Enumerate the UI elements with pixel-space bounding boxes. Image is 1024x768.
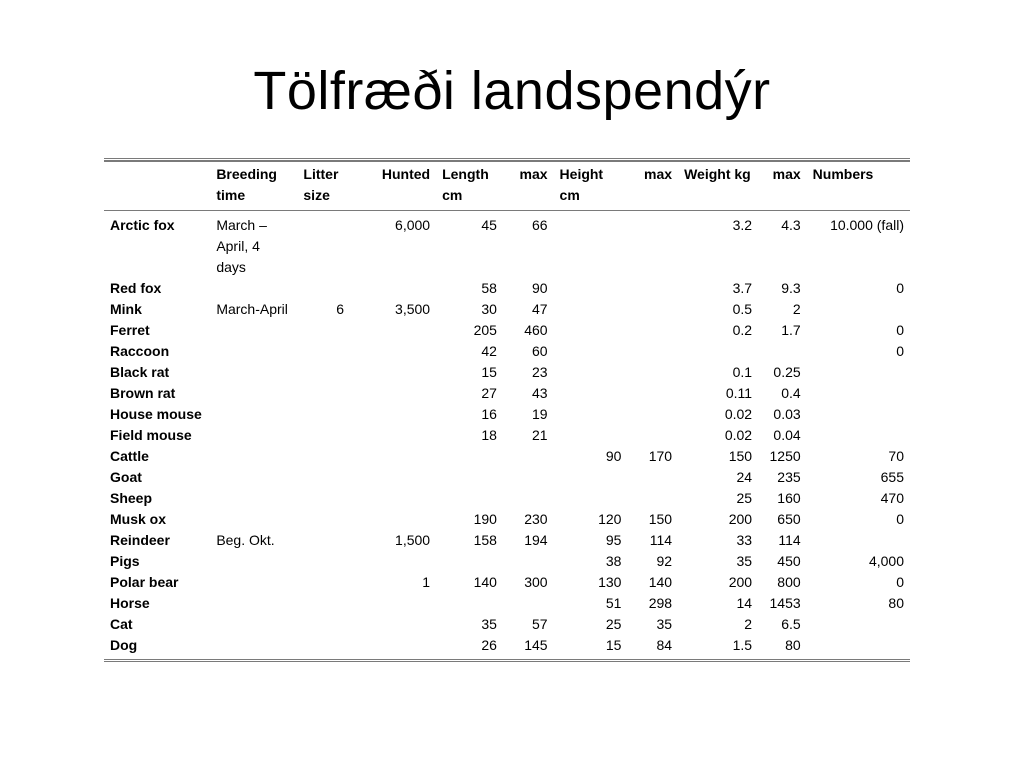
table-row [104, 551, 910, 572]
header-animal [104, 162, 210, 211]
cell-animal-name: Ferret [110, 322, 150, 338]
cell-weight-max: 0.03 [773, 406, 801, 422]
cell-weight-max: 1250 [769, 448, 801, 464]
cell-weight-max: 1.7 [781, 322, 801, 338]
cell-height-max [627, 488, 678, 509]
cell-height [554, 488, 628, 509]
cell-height [554, 341, 628, 362]
cell-hunted [350, 509, 436, 530]
cell-length [436, 446, 503, 467]
cell-length: 27 [481, 385, 497, 401]
cell-height: 120 [598, 511, 622, 527]
cell-animal-name: Field mouse [110, 427, 192, 443]
cell-breeding-time [210, 467, 297, 488]
cell-animal-name: Mink [110, 301, 142, 317]
cell-animal-name: Raccoon [110, 343, 170, 359]
cell-height-max [627, 299, 678, 320]
cell-length: 158 [473, 532, 497, 548]
cell-litter-size [297, 593, 350, 614]
cell-weight-max: 9.3 [781, 280, 801, 296]
cell-litter-size [297, 383, 350, 404]
cell-hunted [350, 404, 436, 425]
cell-weight-max: 2 [792, 301, 801, 317]
cell-weight-max: 80 [758, 635, 807, 661]
cell-length-max: 66 [531, 217, 548, 233]
cell-litter-size [297, 425, 350, 446]
cell-numbers: 0 [896, 574, 904, 590]
cell-height-max: 150 [648, 511, 673, 527]
cell-length: 58 [481, 280, 497, 296]
cell-height [554, 425, 628, 446]
cell-hunted [350, 446, 436, 467]
cell-height-max [627, 278, 678, 299]
cell-litter-size [297, 446, 350, 467]
cell-weight-max: 0.25 [773, 364, 801, 380]
cell-weight: 200 [728, 574, 753, 590]
cell-animal-name: Horse [110, 595, 150, 611]
cell-length [436, 551, 503, 572]
cell-weight-max: 0.4 [781, 385, 801, 401]
cell-breeding-time: March-April [216, 301, 288, 317]
cell-litter-size: 6 [336, 301, 345, 317]
cell-numbers [807, 635, 910, 661]
cell-numbers: 10.000 (fall) [830, 217, 904, 233]
cell-weight-max: 450 [777, 553, 801, 569]
cell-length [436, 467, 503, 488]
cell-height: 15 [554, 635, 628, 661]
cell-length: 16 [481, 406, 497, 422]
table-row [104, 299, 910, 320]
cell-litter-size [297, 635, 350, 661]
cell-length-max: 23 [531, 364, 548, 380]
cell-weight: 1.5 [678, 635, 758, 661]
cell-weight: 150 [728, 448, 753, 464]
cell-height: 130 [598, 574, 622, 590]
cell-weight: 0.1 [732, 364, 753, 380]
cell-weight: 2 [744, 616, 753, 632]
cell-litter-size [297, 572, 350, 593]
table-row [104, 446, 910, 467]
cell-length-max: 194 [524, 532, 548, 548]
cell-litter-size [297, 362, 350, 383]
statistics-table-container [104, 158, 910, 662]
cell-height: 38 [605, 553, 622, 569]
header-breeding-time: Breeding time [210, 162, 297, 211]
cell-length-max: 60 [531, 343, 548, 359]
cell-weight: 200 [728, 511, 753, 527]
cell-hunted [350, 383, 436, 404]
cell-height-max: 114 [649, 532, 673, 548]
table-row [104, 404, 910, 425]
cell-animal-name: Cattle [110, 448, 149, 464]
cell-length: 42 [481, 343, 497, 359]
cell-height-max [627, 404, 678, 425]
cell-litter-size [297, 488, 350, 509]
cell-length-max: 145 [503, 635, 554, 661]
cell-length: 30 [481, 301, 497, 317]
cell-length-max: 47 [531, 301, 548, 317]
cell-length-max: 19 [531, 406, 548, 422]
cell-animal-name: Polar bear [110, 574, 179, 590]
cell-length-max [503, 593, 554, 614]
cell-breeding-time [210, 341, 297, 362]
cell-weight-max: 6.5 [781, 616, 801, 632]
cell-weight-max: 160 [777, 490, 801, 506]
table-row [104, 362, 910, 383]
cell-breeding-time [210, 614, 297, 635]
cell-animal-name: Arctic fox [110, 217, 175, 233]
cell-length-max [503, 467, 554, 488]
cell-height-max [627, 341, 678, 362]
cell-hunted [350, 614, 436, 635]
cell-animal-name: Goat [110, 469, 142, 485]
cell-numbers [807, 299, 910, 320]
cell-height-max [627, 425, 678, 446]
cell-numbers [807, 404, 910, 425]
table-row [104, 635, 910, 661]
cell-length [436, 488, 503, 509]
cell-length-max: 43 [531, 385, 548, 401]
cell-breeding-time [210, 404, 297, 425]
table-row [104, 488, 910, 509]
cell-weight: 0.02 [724, 406, 753, 422]
cell-litter-size [297, 467, 350, 488]
header-height: Height cm [554, 162, 628, 211]
cell-length: 18 [481, 427, 497, 443]
cell-numbers: 655 [880, 469, 904, 485]
cell-hunted [350, 488, 436, 509]
cell-litter-size [297, 211, 350, 279]
cell-height-max [627, 383, 678, 404]
cell-weight: 0.2 [732, 322, 753, 338]
cell-length: 45 [481, 217, 497, 233]
cell-length: 35 [481, 616, 497, 632]
header-length-max: max [503, 162, 554, 211]
cell-numbers: 80 [888, 595, 904, 611]
cell-length: 26 [436, 635, 503, 661]
cell-breeding-time [210, 278, 297, 299]
cell-litter-size [297, 614, 350, 635]
cell-animal-name: Pigs [110, 553, 140, 569]
cell-length-max: 300 [524, 574, 548, 590]
cell-animal-name: Red fox [110, 280, 162, 296]
cell-animal-name: House mouse [110, 406, 202, 422]
table-body [104, 211, 910, 661]
cell-weight: 14 [736, 595, 753, 611]
cell-height [554, 278, 628, 299]
cell-height-max [627, 211, 678, 279]
cell-breeding-time [210, 572, 297, 593]
cell-height: 51 [605, 595, 622, 611]
cell-litter-size [297, 278, 350, 299]
cell-breeding-time [210, 509, 297, 530]
table-row [104, 467, 910, 488]
table-row [104, 278, 910, 299]
cell-breeding-time [210, 383, 297, 404]
table-row [104, 530, 910, 551]
cell-length-max: 57 [531, 616, 548, 632]
cell-breeding-time: Beg. Okt. [216, 532, 275, 548]
cell-height-max: 298 [648, 595, 673, 611]
cell-breeding-time [210, 593, 297, 614]
header-weight-max: max [758, 162, 807, 211]
slide-title: Tölfræði landspendýr [253, 61, 771, 121]
header-weight: Weight kg [678, 162, 758, 211]
header-length: Length cm [436, 162, 503, 211]
cell-hunted: 3,500 [395, 301, 431, 317]
cell-numbers [807, 425, 910, 446]
cell-numbers [807, 383, 910, 404]
cell-height: 95 [605, 532, 622, 548]
cell-numbers: 0 [896, 343, 904, 359]
cell-breeding-time [210, 488, 297, 509]
header-height-max: max [627, 162, 678, 211]
cell-weight-max [758, 341, 807, 362]
cell-breeding-time [210, 446, 297, 467]
cell-height [554, 211, 628, 279]
cell-breeding-time [210, 425, 297, 446]
cell-animal-name: Reindeer [110, 532, 170, 548]
cell-length: 140 [473, 574, 497, 590]
cell-weight: 0.5 [732, 301, 753, 317]
cell-height-max [627, 362, 678, 383]
cell-litter-size [297, 530, 350, 551]
cell-hunted [350, 341, 436, 362]
cell-height-max: 92 [656, 553, 673, 569]
header-hunted: Hunted [350, 162, 436, 211]
cell-animal-name: Cat [110, 616, 133, 632]
table-header-row [104, 162, 910, 211]
cell-height-max [627, 467, 678, 488]
cell-breeding-time [210, 551, 297, 572]
cell-litter-size [297, 509, 350, 530]
cell-hunted [350, 362, 436, 383]
cell-breeding-time [210, 362, 297, 383]
cell-numbers: 4,000 [868, 553, 904, 569]
cell-height [554, 383, 628, 404]
cell-height-max: 35 [656, 616, 673, 632]
cell-numbers [807, 362, 910, 383]
cell-length-max [503, 446, 554, 467]
cell-weight: 0.11 [725, 385, 753, 401]
cell-length-max: 90 [531, 280, 548, 296]
cell-numbers: 0 [896, 511, 904, 527]
cell-animal-name: Dog [104, 635, 210, 661]
cell-weight-max: 235 [777, 469, 801, 485]
cell-hunted [350, 635, 436, 661]
cell-weight [678, 341, 758, 362]
cell-weight-max: 1453 [769, 595, 801, 611]
cell-animal-name: Black rat [110, 364, 170, 380]
cell-hunted [350, 278, 436, 299]
cell-length: 15 [481, 364, 497, 380]
table-row [104, 509, 910, 530]
cell-weight: 33 [736, 532, 753, 548]
cell-length-max: 460 [524, 322, 548, 338]
cell-numbers: 0 [896, 322, 904, 338]
cell-numbers [807, 530, 910, 551]
cell-weight-max: 0.04 [773, 427, 801, 443]
cell-hunted [350, 593, 436, 614]
cell-animal-name: Musk ox [110, 511, 167, 527]
cell-weight-max: 114 [778, 532, 801, 548]
cell-height [554, 467, 628, 488]
cell-height [554, 299, 628, 320]
cell-height-max: 140 [648, 574, 673, 590]
table-row [104, 383, 910, 404]
table-row [104, 320, 910, 341]
cell-weight: 35 [736, 553, 753, 569]
table-row [104, 211, 910, 279]
cell-hunted: 1 [422, 574, 431, 590]
cell-hunted: 6,000 [395, 217, 431, 233]
cell-hunted [350, 551, 436, 572]
cell-length [436, 593, 503, 614]
cell-length-max: 230 [524, 511, 548, 527]
cell-height [554, 404, 628, 425]
cell-animal-name: Brown rat [110, 385, 176, 401]
table-row [104, 572, 910, 593]
header-numbers: Numbers [807, 162, 910, 211]
cell-length-max: 21 [531, 427, 548, 443]
cell-hunted [350, 425, 436, 446]
table-row [104, 614, 910, 635]
header-litter-size: Litter size [297, 162, 350, 211]
cell-height: 90 [605, 448, 622, 464]
cell-weight: 24 [736, 469, 753, 485]
table-row [104, 593, 910, 614]
cell-hunted [350, 320, 436, 341]
cell-hunted: 1,500 [395, 532, 431, 548]
cell-length: 205 [473, 322, 497, 338]
cell-breeding-time [210, 635, 297, 661]
cell-length: 190 [473, 511, 497, 527]
cell-height-max: 170 [648, 448, 673, 464]
table-row [104, 425, 910, 446]
statistics-table [104, 158, 910, 662]
cell-height: 25 [605, 616, 622, 632]
cell-numbers [807, 614, 910, 635]
cell-height [554, 362, 628, 383]
cell-litter-size [297, 320, 350, 341]
table-row [104, 341, 910, 362]
cell-weight-max: 800 [777, 574, 801, 590]
cell-litter-size [297, 551, 350, 572]
cell-weight: 0.02 [724, 427, 753, 443]
cell-numbers: 70 [888, 448, 904, 464]
cell-hunted [350, 467, 436, 488]
cell-litter-size [297, 341, 350, 362]
cell-breeding-time [210, 320, 297, 341]
cell-numbers: 0 [896, 280, 904, 296]
cell-height [554, 320, 628, 341]
cell-weight: 3.7 [732, 280, 753, 296]
cell-numbers: 470 [880, 490, 904, 506]
cell-weight-max: 650 [777, 511, 801, 527]
cell-height-max [627, 320, 678, 341]
cell-animal-name: Sheep [110, 490, 153, 506]
cell-litter-size [297, 404, 350, 425]
cell-length-max [503, 488, 554, 509]
cell-height-max: 84 [627, 635, 678, 661]
cell-weight: 25 [736, 490, 753, 506]
cell-breeding-time: March – April, 4 days [216, 217, 267, 275]
cell-weight: 3.2 [732, 217, 753, 233]
cell-weight-max: 4.3 [781, 217, 801, 233]
cell-length-max [503, 551, 554, 572]
